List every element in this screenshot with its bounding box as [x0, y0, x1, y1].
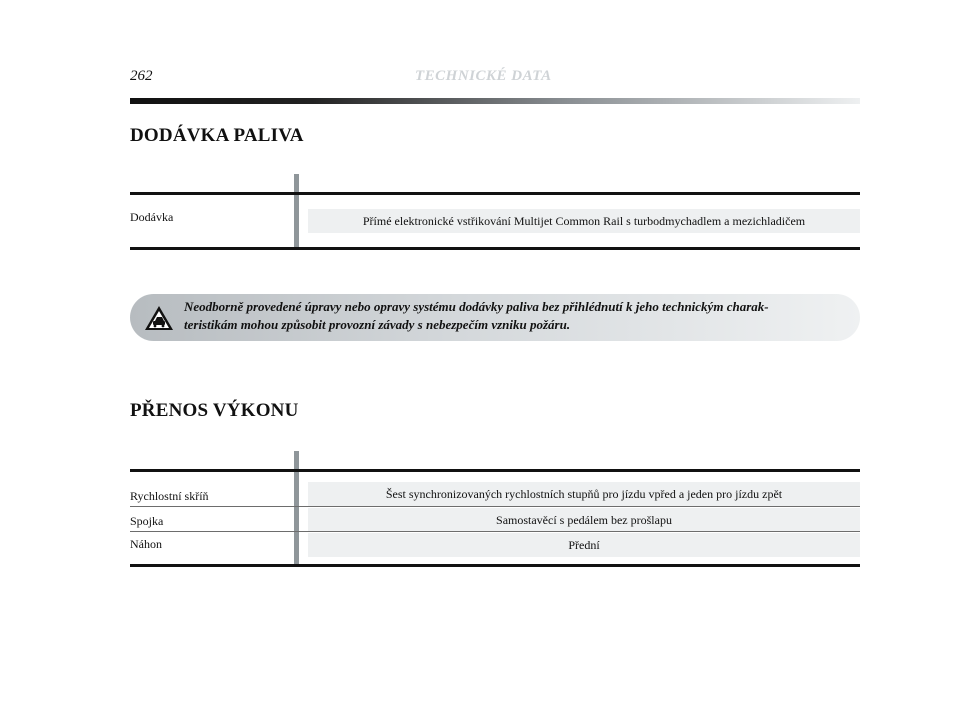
row-divider — [130, 506, 860, 507]
header-rule — [130, 98, 860, 104]
row-label-gearbox: Rychlostní skříň — [130, 489, 209, 503]
table-top-rule — [130, 469, 860, 472]
warning-line-1: Neodborně provedené úpravy nebo opravy systému dodávky paliva bez přihlédnutí k jeho technickým charak- — [184, 299, 769, 314]
power-transmission-table — [130, 451, 860, 569]
section-title-fuel-supply: DODÁVKA PALIVA — [130, 125, 304, 146]
warning-text — [184, 298, 854, 334]
running-title: TECHNICKÉ DATA — [415, 68, 552, 84]
table-bottom-rule — [130, 564, 860, 567]
page-number: 262 — [130, 68, 153, 84]
table-top-rule — [130, 192, 860, 195]
row-label-clutch: Spojka — [130, 514, 164, 528]
row-value-drive: Přední — [308, 533, 860, 557]
warning-line-2: teristikám mohou způsobit provozní závady s nebezpečím vzniku požáru. — [184, 317, 571, 332]
row-label-drive: Náhon — [130, 537, 162, 551]
row-divider — [130, 531, 860, 532]
warning-box — [130, 294, 860, 341]
table-bottom-rule — [130, 247, 860, 250]
row-value-gearbox: Šest synchronizovaných rychlostních stupňů pro jízdu vpřed a jeden pro jízdu zpět — [308, 482, 860, 506]
column-divider — [294, 174, 299, 248]
warning-triangle-icon — [144, 305, 174, 331]
section-title-power-transmission: PŘENOS VÝKONU — [130, 400, 299, 421]
fuel-supply-table — [130, 174, 860, 252]
row-value-clutch: Samostavěcí s pedálem bez prošlapu — [308, 508, 860, 532]
row-label-delivery: Dodávka — [130, 210, 174, 224]
row-value-delivery: Přímé elektronické vstřikování Multijet Common Rail s turbodmychadlem a mezichladičem — [308, 209, 860, 233]
